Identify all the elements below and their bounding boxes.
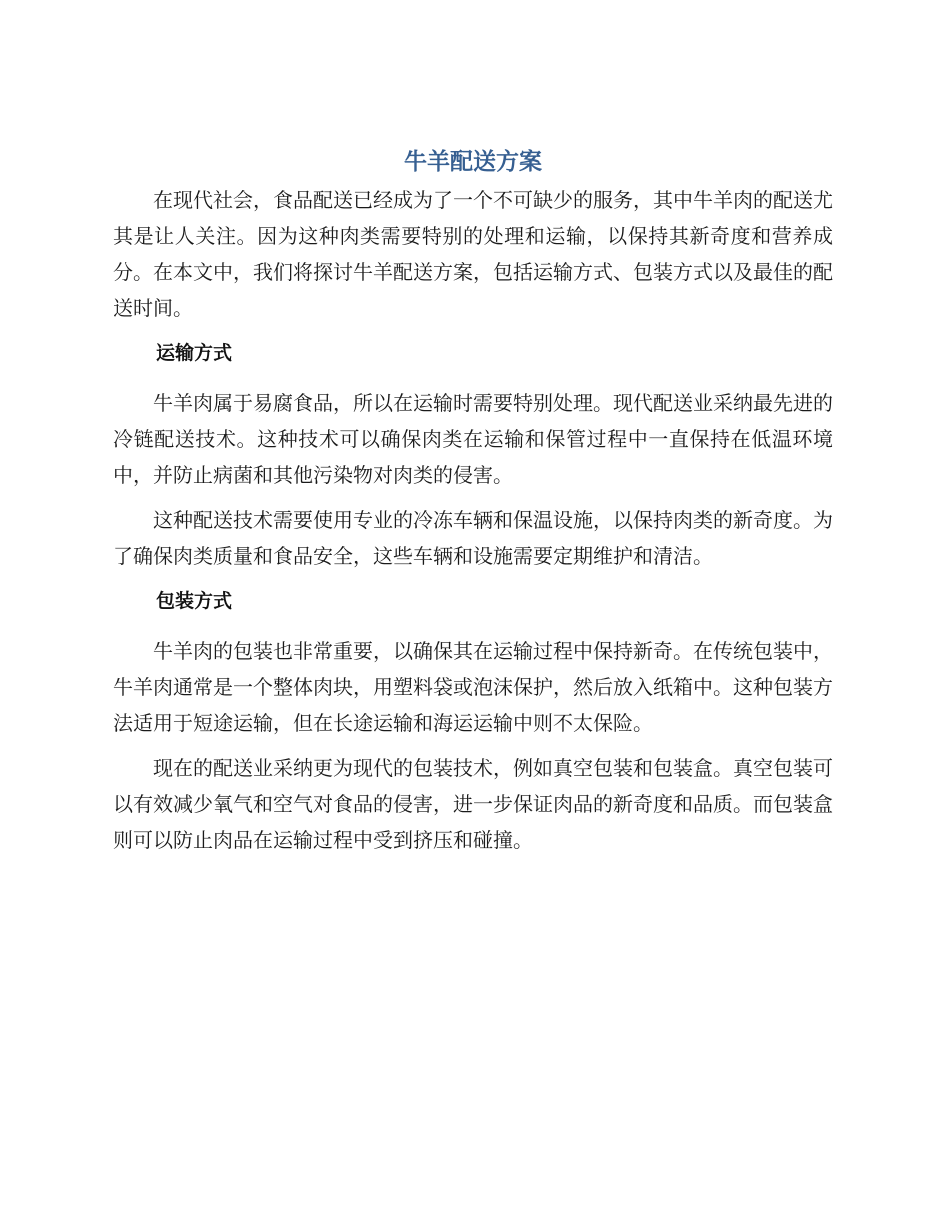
section-heading-transport: 运输方式 [156, 342, 233, 364]
packaging-paragraph-1: 牛羊肉的包装也非常重要，以确保其在运输过程中保持新奇。在传统包装中，牛羊肉通常是一个整体肉块，用塑料袋或泡沫保护，然后放入纸箱中。这种包装方法适用于短途运输，但在长途运输和海运运输中则不太保险。 [113, 639, 833, 735]
document-body [113, 140, 833, 867]
packaging-paragraph-2: 现在的配送业采纳更为现代的包装技术，例如真空包装和包装盒。真空包装可以有效减少氧气和空气对食品的侵害，进一步保证肉品的新奇度和品质。而包装盒则可以防止肉品在运输过程中受到挤压和碰撞。 [113, 756, 833, 852]
intro-paragraph: 在现代社会，食品配送已经成为了一个不可缺少的服务，其中牛羊肉的配送尤其是让人关注。因为这种肉类需要特别的处理和运输，以保持其新奇度和营养成分。在本文中，我们将探讨牛羊配送方案，包括运输方式、包装方式以及最佳的配送时间。 [113, 188, 833, 320]
transport-paragraph-1: 牛羊肉属于易腐食品，所以在运输时需要特别处理。现代配送业采纳最先进的冷链配送技术。这种技术可以确保肉类在运输和保管过程中一直保持在低温环境中，并防止病菌和其他污染物对肉类的侵害。 [113, 391, 833, 487]
document-title: 牛羊配送方案 [404, 149, 542, 175]
section-heading-packaging: 包装方式 [156, 590, 233, 612]
transport-paragraph-2: 这种配送技术需要使用专业的冷冻车辆和保温设施，以保持肉类的新奇度。为了确保肉类质量和食品安全，这些车辆和设施需要定期维护和清洁。 [113, 508, 833, 568]
